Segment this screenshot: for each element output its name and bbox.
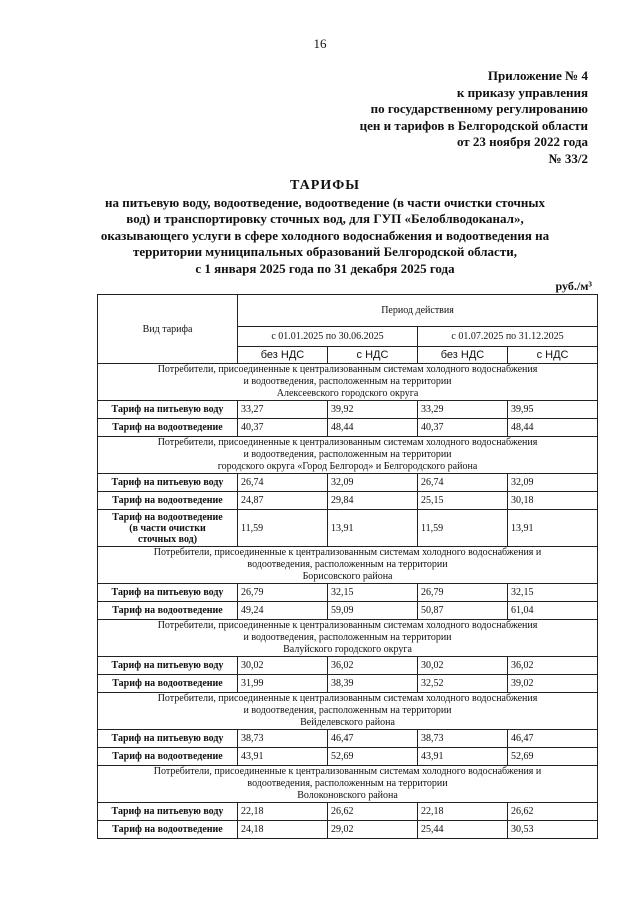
- tariff-value: 22,18: [238, 803, 328, 821]
- tariff-row: [98, 474, 598, 492]
- tariff-value: 46,47: [508, 730, 598, 748]
- vat-header: без НДС: [418, 347, 508, 364]
- tariff-value: 26,74: [418, 474, 508, 492]
- territory-group-header: [98, 693, 598, 730]
- tariff-value: 40,37: [418, 419, 508, 437]
- tariff-value: 13,91: [508, 510, 598, 547]
- territory-line: Вейделевского района: [300, 717, 395, 728]
- tariff-label: Тариф на водоотведение: [98, 821, 238, 839]
- territory-line: Волоконовского района: [297, 790, 398, 801]
- tariff-row: [98, 657, 598, 675]
- tariff-table-body: [98, 364, 598, 839]
- appendix-line: к приказу управления: [456, 84, 588, 100]
- tariff-row: [98, 821, 598, 839]
- tariff-value: 39,92: [328, 401, 418, 419]
- tariff-value: 36,02: [328, 657, 418, 675]
- tariff-value: 40,37: [238, 419, 328, 437]
- document-title: ТАРИФЫ: [290, 178, 360, 193]
- tariff-value: 26,62: [508, 803, 598, 821]
- territory-line: водоотведения, расположенным на территории: [247, 559, 448, 570]
- tariff-label: Тариф на питьевую воду: [98, 657, 238, 675]
- tariff-label-line: Тариф на водоотведение: [112, 511, 223, 523]
- tariff-value: 38,73: [238, 730, 328, 748]
- appendix-block: [288, 68, 588, 167]
- tariff-label: Тариф на водоотведение: [98, 748, 238, 766]
- appendix-line: Приложение № 4: [487, 68, 588, 83]
- tariff-row: [98, 492, 598, 510]
- heading-line: территории муниципальных образований Белгородской области,: [133, 244, 517, 259]
- tariff-value: 30,02: [238, 657, 328, 675]
- heading-line: на питьевую воду, водоотведение, водоотведение (в части очистки сточных: [104, 194, 546, 210]
- tariff-label: Тариф на водоотведение: [98, 602, 238, 620]
- territory-line: водоотведения, расположенным на территории: [247, 778, 448, 789]
- period-header-second-half: с 01.07.2025 по 31.12.2025: [418, 327, 598, 347]
- tariff-label: Тариф на питьевую воду: [98, 803, 238, 821]
- tariff-label: Тариф на питьевую воду: [98, 401, 238, 419]
- tariff-label: Тариф на водоотведение: [98, 492, 238, 510]
- tariff-value: 11,59: [418, 510, 508, 547]
- heading-line: с 1 января 2025 года по 31 декабря 2025 года: [195, 260, 455, 276]
- tariff-row: [98, 748, 598, 766]
- territory-line: и водоотведения, расположенным на территории: [243, 705, 452, 716]
- vat-header: без НДС: [238, 347, 328, 364]
- tariff-value: 32,52: [418, 675, 508, 693]
- tariff-value: 49,24: [238, 602, 328, 620]
- territory-description: [98, 364, 598, 401]
- tariff-value: 32,09: [508, 474, 598, 492]
- tariff-value: 25,15: [418, 492, 508, 510]
- vat-header: с НДС: [508, 347, 598, 364]
- tariff-value: 31,99: [238, 675, 328, 693]
- territory-line: Потребители, присоединенные к централизованным системам холодного водоснабжения: [157, 693, 538, 704]
- territory-line: Алексеевского городского округа: [276, 388, 419, 399]
- tariff-label-line: сточных вод): [137, 533, 198, 545]
- appendix-line: цен и тарифов в Белгородской области: [359, 117, 588, 133]
- tariff-row: [98, 602, 598, 620]
- tariff-value: 48,44: [328, 419, 418, 437]
- tariff-value: 36,02: [508, 657, 598, 675]
- territory-line: и водоотведения, расположенным на территории: [243, 632, 452, 643]
- territory-line: Потребители, присоединенные к централизованным системам холодного водоснабжения: [157, 364, 538, 375]
- tariff-value: 52,69: [328, 748, 418, 766]
- page-number: 16: [313, 36, 327, 51]
- tariff-row: [98, 584, 598, 602]
- column-header-period: Период действия: [238, 295, 598, 327]
- tariff-value: 59,09: [328, 602, 418, 620]
- territory-line: Потребители, присоединенные к централизованным системам холодного водоснабжения и: [153, 547, 542, 558]
- tariff-value: 32,15: [328, 584, 418, 602]
- territory-group-header: [98, 547, 598, 584]
- territory-description: [98, 766, 598, 803]
- tariff-label: Тариф на водоотведение: [98, 675, 238, 693]
- tariff-value: 38,73: [418, 730, 508, 748]
- tariff-value: 43,91: [238, 748, 328, 766]
- tariff-value: 32,15: [508, 584, 598, 602]
- tariff-value: 11,59: [238, 510, 328, 547]
- territory-group-header: [98, 620, 598, 657]
- territory-description: [98, 437, 598, 474]
- tariff-value: 30,53: [508, 821, 598, 839]
- tariff-value: 33,29: [418, 401, 508, 419]
- tariff-value: 39,02: [508, 675, 598, 693]
- tariff-value: 33,27: [238, 401, 328, 419]
- tariff-value: 25,44: [418, 821, 508, 839]
- territory-group-header: [98, 766, 598, 803]
- appendix-line: по государственному регулированию: [370, 101, 588, 116]
- territory-group-header: [98, 437, 598, 474]
- tariff-table: [97, 294, 598, 839]
- tariff-value: 46,47: [328, 730, 418, 748]
- heading-line: оказывающего услуги в сфере холодного водоснабжения и водоотведения на: [100, 227, 550, 243]
- tariff-value: 48,44: [508, 419, 598, 437]
- tariff-row: [98, 675, 598, 693]
- tariff-label: Тариф на питьевую воду: [98, 730, 238, 748]
- tariff-value: 32,09: [328, 474, 418, 492]
- tariff-value: 24,87: [238, 492, 328, 510]
- tariff-value: 50,87: [418, 602, 508, 620]
- tariff-value: 13,91: [328, 510, 418, 547]
- territory-line: и водоотведения, расположенным на территории: [243, 376, 452, 387]
- tariff-label-line: (в части очистки: [129, 522, 206, 534]
- tariff-row: [98, 803, 598, 821]
- tariff-value: 26,79: [418, 584, 508, 602]
- tariff-row: [98, 401, 598, 419]
- tariff-label: Тариф на водоотведение: [98, 419, 238, 437]
- territory-line: Борисовского района: [302, 571, 393, 582]
- territory-line: городского округа «Город Белгород» и Белгородского района: [217, 461, 478, 472]
- tariff-row: [98, 510, 598, 547]
- tariff-value: 38,39: [328, 675, 418, 693]
- tariff-label: Тариф на питьевую воду: [98, 474, 238, 492]
- territory-description: [98, 620, 598, 657]
- territory-line: Потребители, присоединенные к централизованным системам холодного водоснабжения: [157, 437, 538, 448]
- tariff-value: 26,74: [238, 474, 328, 492]
- tariff-value: 29,02: [328, 821, 418, 839]
- tariff-value: 52,69: [508, 748, 598, 766]
- tariff-value: 26,79: [238, 584, 328, 602]
- territory-description: [98, 693, 598, 730]
- tariff-row: [98, 419, 598, 437]
- tariff-value: 22,18: [418, 803, 508, 821]
- appendix-line: № 33/2: [548, 150, 588, 166]
- territory-line: Потребители, присоединенные к централизованным системам холодного водоснабжения: [157, 620, 538, 631]
- vat-header: с НДС: [328, 347, 418, 364]
- territory-line: Валуйского городского округа: [283, 644, 412, 655]
- tariff-row: [98, 730, 598, 748]
- tariff-label: [98, 510, 238, 547]
- column-header-tariff-type: Вид тарифа: [98, 295, 238, 364]
- tariff-value: 24,18: [238, 821, 328, 839]
- appendix-line: от 23 ноября 2022 года: [456, 134, 588, 149]
- tariff-value: 39,95: [508, 401, 598, 419]
- tariff-value: 30,02: [418, 657, 508, 675]
- territory-description: [98, 547, 598, 584]
- tariff-value: 29,84: [328, 492, 418, 510]
- territory-line: и водоотведения, расположенным на территории: [243, 449, 452, 460]
- territory-group-header: [98, 364, 598, 401]
- tariff-value: 26,62: [328, 803, 418, 821]
- tariff-value: 30,18: [508, 492, 598, 510]
- tariff-value: 43,91: [418, 748, 508, 766]
- territory-line: Потребители, присоединенные к централизованным системам холодного водоснабжения и: [153, 766, 542, 777]
- heading-line: вод) и транспортировку сточных вод, для ГУП «Белоблводоканал»,: [126, 211, 524, 226]
- tariff-label: Тариф на питьевую воду: [98, 584, 238, 602]
- document-heading: [60, 178, 590, 277]
- unit-label: руб./м³: [555, 279, 592, 293]
- period-header-first-half: с 01.01.2025 по 30.06.2025: [238, 327, 418, 347]
- tariff-value: 61,04: [508, 602, 598, 620]
